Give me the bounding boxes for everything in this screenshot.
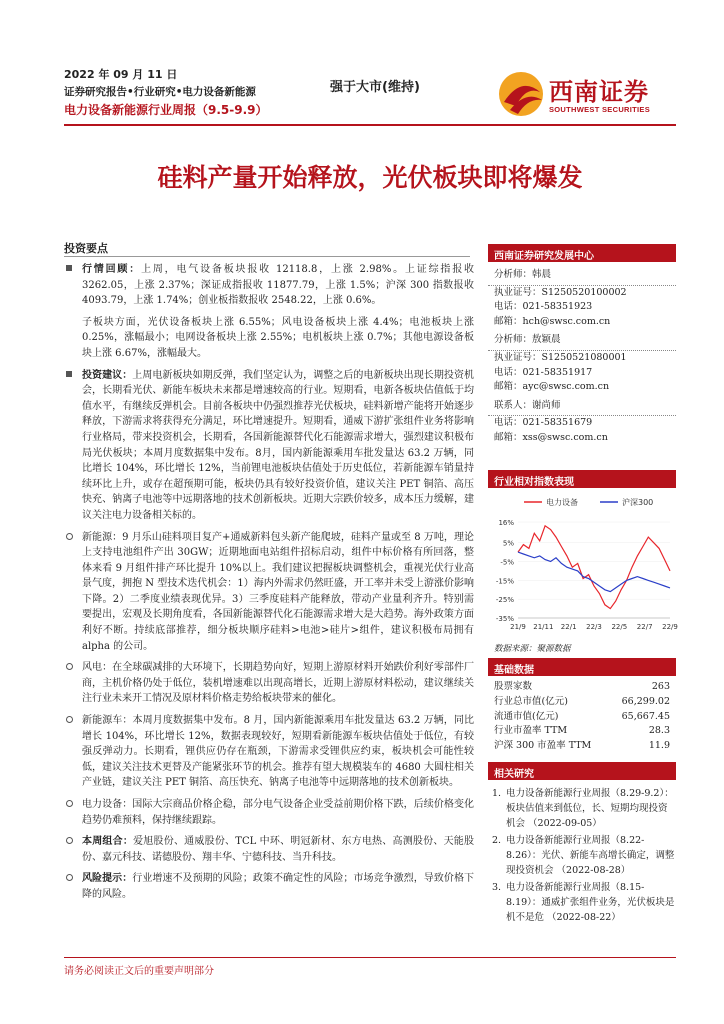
paragraph-text: 电力设备：国际大宗商品价格企稳，部分电气设备企业受益前期价格下跌，后续价格变化趋势仍难预料，保持继续跟踪。 — [82, 799, 474, 826]
bullet-icon — [66, 837, 73, 844]
rating: 强于大市(维持) — [330, 80, 420, 95]
report-date: 2022 年 09 月 11 日 — [64, 68, 178, 81]
analyst-info-line: 电话：021-58351917 — [494, 366, 593, 378]
bullet-icon — [66, 800, 73, 807]
related-text: 电力设备新能源行业周报（8.15-8.19）：通威扩张组件业务，光伏板块是机不是危 （2022-08-22） — [506, 882, 675, 923]
header-divider — [64, 124, 676, 126]
related-number: 2. — [492, 835, 502, 846]
paragraph — [64, 262, 474, 309]
paragraph-text: 子板块方面，光伏设备板块上涨 6.55%；风电设备板块上涨 4.4%；电池板块上涨 0.25%，涨幅最小；电网设备板块上涨 2.55%；电机板块上涨 0.7%；其他电源设备板块上涨 6.67%，涨幅最大。 — [82, 316, 474, 359]
paragraph — [64, 797, 474, 828]
analyst-info-line: 电话：021-58351679 — [494, 417, 593, 429]
analyst-box — [488, 244, 676, 450]
paragraph — [64, 530, 474, 655]
paragraph — [64, 368, 474, 524]
page-title: 硅料产量开始释放，光伏板块即将爆发 — [157, 163, 583, 192]
basic-data-box — [488, 658, 676, 754]
paragraph — [64, 834, 474, 865]
series-line-1 — [518, 526, 670, 609]
analyst-info-line: 执业证号：S1250521080001 — [494, 351, 627, 363]
basic-data-label: 行业市盈率 TTM — [494, 725, 568, 737]
y-tick-label: -25% — [495, 596, 514, 605]
paragraph-text: 爱旭股份、通威股份、TCL 中环、明冠新材、东方电热、高测股份、天能股份、嘉元科技、诺德股份、翔丰华、宁德科技、当升科技。 — [82, 836, 475, 863]
paragraph-text: 上周电新板块如期反弹，我们坚定认为，调整之后的电新板块出现长期投资机会，长期看光伏、新能车板块未来都是增速较高的行业。短期看，电新各板块估值低于均值水平，有继续反弹机会。目前各板块中仍强烈推荐光伏板块，硅料新增产能将开始逐步释放，下游需求将获得充分满足，环比增速提升。短期看，通威下游扩张组件业务将影响行业格局，带来投资机会，长期看，各国新能源替代化石能源需求增大，强烈建议积极布局光伏板块；本周月度数据集中发布。8月，国内新能源乘用车批发量达 63.2 万辆，同比增长 104%，环比增长 12%，当前锂电池板块估值处于历史低位，若新能源车销量持续环比上升，或存在超预期可能，板块仍具有较好投资价值，建议关注 PET 铜箔、高压快充、钠离子电池等中远期落地的技术创新板块。近期大宗跌价较多，成本压力缓解，建议关注电力设备相关标的。 — [82, 369, 475, 521]
paragraph-lead: 本周组合： — [82, 836, 134, 848]
analyst-info-line: 执业证号：S1250520100002 — [494, 286, 627, 298]
x-tick-label: 22/7 — [636, 623, 653, 631]
report-category: 证券研究报告•行业研究•电力设备新能源 — [64, 86, 256, 98]
paragraph-text: 行业增速不及预期的风险；政策不确定性的风险；市场竞争激烈，导致价格下降的风险。 — [82, 873, 475, 900]
analyst-info-line: 分析师：韩晨 — [494, 269, 552, 280]
y-tick-label: -35% — [495, 615, 514, 623]
basic-data-value: 28.3 — [648, 725, 670, 737]
basic-data-row — [488, 739, 676, 754]
bullet-icon — [66, 265, 72, 271]
analyst-info-line: 邮箱：ayc@swsc.com.cn — [494, 381, 610, 393]
paragraph-text: 新能源车：本周月度数据集中发布。8 月，国内新能源乘用车批发量达 63.2 万辆，同比增长 104%，环比增长 12%，数据表现较好，短期看新能源车板块估值处于低位，有较强反弹动力。长期看，锂供应仍存在瓶颈，下游需求受锂供应约束，板块机会可能性较低，建议关注技术更替及产能紧张环节的机会。推荐有望大规模装车的 4680 大圆柱相关产业链，建议关注 PET 铜箔、高压快充、钠离子电池等中远期落地的技术创新板块。 — [82, 715, 474, 789]
basic-data-row — [488, 695, 676, 710]
x-tick-label: 21/9 — [510, 623, 526, 631]
analyst-info-line: 分析师：敖颖晨 — [494, 334, 561, 346]
basic-data-label: 股票家数 — [494, 681, 533, 692]
legend-label: 沪深300 — [622, 498, 654, 507]
paragraph — [64, 315, 474, 362]
basic-data-label: 流通市值(亿元) — [494, 710, 559, 722]
relative-index-chart — [488, 488, 676, 638]
basic-data-heading: 基础数据 — [488, 658, 676, 676]
section-title: 投资要点 — [64, 242, 108, 255]
y-tick-label: -15% — [495, 577, 514, 586]
x-tick-label: 21/11 — [533, 623, 554, 631]
report-name: 电力设备新能源行业周报（9.5-9.9） — [64, 103, 268, 117]
paragraph-text: 新能源：9 月乐山硅料项目复产+通威新料包头新产能爬坡，硅料产量或至 8 万吨，理论上支持电池组件产出 30GW；近期地面电站组件招标启动，组件中标价格有所回落，整体来看 9 月组件排产环比提升 10%以上。我们建议把握板块调整机会，重视光伏行业高景气度，拥抱 N 型技术迭代机会：1）海内外需求仍然旺盛，开工率并未受上游涨价影响下降。2）二季度业绩表现优异。3）三季度硅料产能释放，带动产业量利齐升。特别需要提出，宏观及长期角度看，各国新能源替代化石能源需求增大是大趋势。海外政策方面利好不断。持续底部推荐，细分板块顺序硅料>电池>硅片>组件，建议积极布局拥有 alpha 的公司。 — [82, 531, 474, 652]
related-research-item[interactable] — [488, 786, 676, 831]
related-research-heading: 相关研究 — [488, 762, 676, 780]
footer-disclaimer: 请务必阅读正文后的重要声明部分 — [64, 966, 214, 977]
paragraph-lead: 行情回顾： — [82, 264, 142, 275]
paragraph-text: 风电：在全球碳减排的大环境下，长期趋势向好，短期上游原材料开始跌价利好零部件厂商，主机价格仍处于低位，装机增速难以出现高增长，近期上游原材料松动，建议继续关注行业未来开工情况及原材料价格走势给板块带来的催化。 — [82, 662, 474, 705]
logo-name: 西南证券 — [549, 78, 649, 106]
bullet-icon — [66, 874, 73, 881]
footer-divider — [64, 957, 676, 958]
paragraph — [64, 713, 474, 791]
analyst-info-line: 邮箱：hch@swsc.com.cn — [494, 315, 611, 327]
analyst-info-line: 联系人：谢尚师 — [494, 399, 561, 411]
related-research-item[interactable] — [488, 833, 676, 878]
basic-data-row — [488, 710, 676, 725]
paragraph-lead: 投资建议： — [82, 369, 133, 381]
basic-data-label: 行业总市值(亿元) — [494, 695, 568, 707]
basic-data-value: 65,667.45 — [621, 710, 670, 722]
chart-box-heading: 行业相对指数表现 — [488, 470, 676, 488]
related-number: 1. — [492, 788, 502, 799]
bullet-icon — [66, 663, 73, 670]
x-tick-label: 22/3 — [586, 623, 602, 631]
analyst-info-line: 邮箱：xss@swsc.com.cn — [494, 431, 608, 443]
section-divider — [64, 256, 470, 257]
related-text: 电力设备新能源行业周报（8.22-8.26）：光伏、新能车高增长确定，调整现投资机会 （2022-08-28） — [506, 835, 675, 876]
y-tick-label: -5% — [500, 558, 514, 567]
basic-data-row — [488, 724, 676, 739]
bullet-icon — [66, 533, 73, 540]
basic-data-value: 66,299.02 — [621, 695, 670, 707]
basic-data-value: 263 — [651, 681, 670, 692]
related-number: 3. — [492, 882, 502, 893]
bullet-icon — [66, 716, 73, 723]
paragraph — [64, 871, 474, 902]
chart-box — [488, 470, 676, 654]
related-research-box — [488, 762, 676, 927]
investment-points — [64, 262, 474, 909]
y-tick-label: 5% — [502, 539, 514, 548]
legend-label: 电力设备 — [546, 498, 578, 507]
basic-data-label: 沪深 300 市盈率 TTM — [494, 740, 592, 752]
paragraph-text: 上周，电气设备板块报收 12118.8，上涨 2.98%。上证综指报收 3262.05，上涨 2.37%；深证成指报收 11877.79，上涨 1.5%；沪深 300 指数报收 4093.79，上涨 1.74%；创业板指数报收 2548.22，上涨 0.6%。 — [82, 264, 475, 307]
chart-source: 数据来源：聚源数据 — [494, 644, 571, 654]
basic-data-row — [488, 680, 676, 695]
x-tick-label: 22/9 — [662, 623, 678, 631]
related-text: 电力设备新能源行业周报（8.29-9.2）：板块估值来到低位，长、短期均现投资机会 （2022-09-05） — [506, 788, 674, 829]
logo-en: SOUTHWEST SECURITIES — [549, 105, 651, 114]
x-tick-label: 22/5 — [611, 623, 628, 631]
paragraph-lead: 风险提示： — [82, 873, 133, 885]
analyst-box-heading: 西南证券研究发展中心 — [488, 244, 676, 262]
y-tick-label: 16% — [498, 519, 514, 527]
related-research-item[interactable] — [488, 880, 676, 925]
x-tick-label: 22/1 — [560, 623, 577, 631]
paragraph — [64, 660, 474, 707]
basic-data-value: 11.9 — [648, 740, 670, 752]
bullet-icon — [66, 371, 72, 377]
analyst-info-line: 电话：021-58351923 — [494, 301, 593, 313]
